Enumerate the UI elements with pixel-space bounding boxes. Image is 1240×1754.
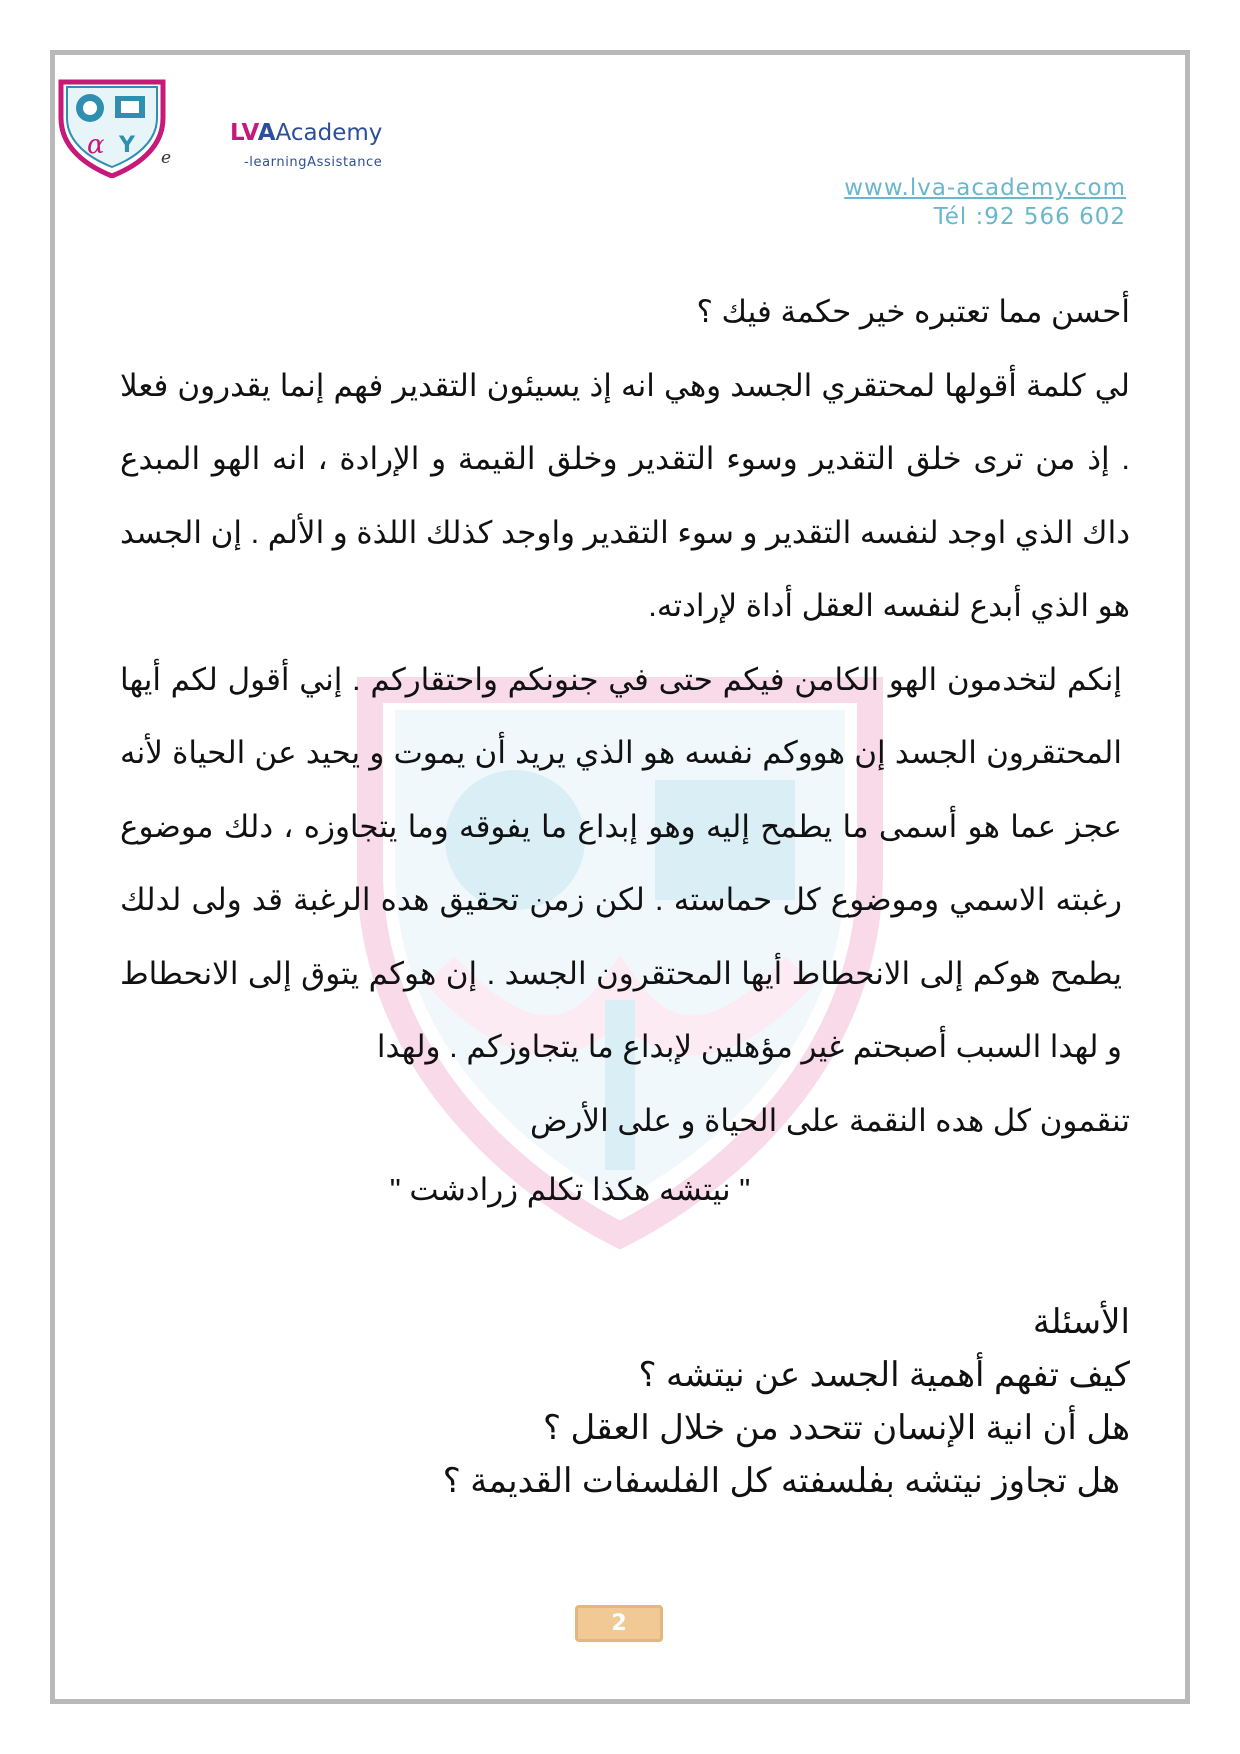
logo-e-mark: e	[161, 148, 172, 168]
brand-tagline: -learningAssistance	[244, 155, 383, 170]
page-number-badge: 2	[575, 1605, 663, 1642]
svg-text:Y: Y	[119, 133, 135, 158]
brand-academy: Academy	[275, 120, 383, 146]
lva-logo-icon	[57, 78, 167, 178]
brand-name	[230, 120, 382, 146]
questions-section	[400, 1296, 1130, 1508]
paragraph-2-end: تنقمون كل هده النقمة على الحياة و على الأرض	[529, 1102, 1130, 1138]
phone-number: Tél :92 566 602	[933, 204, 1126, 230]
paragraph-1: لي كلمة أقولها لمحتقري الجسد وهي انه إذ يسيئون التقدير فهم إنما يقدرون فعلا . إذ من ترى خلق التقدير وسوء التقدير وخلق القيمة و الإرادة ، انه الهو المبدع داك الذي اوجد لنفسه التقدير و سوء التقدير واوجد كذلك اللذة و الألم . إن الجسد	[119, 367, 1130, 550]
contact-block	[844, 174, 1126, 232]
paragraph-2: إنكم لتخدمون الهو الكامن فيكم حتى في جنونكم واحتقاركم . إني أقول لكم أيها المحتقرون الجسد إن هووكم نفسه هو الذي يريد أن يموت و يحيد عن الحياة لأنه عجز عما هو أسمى ما يطمح إليه وهو إبداع ما يفوقه وما يتجاوزه ، دلك موضوع رغبته الاسمي وموضوع كل حماسته . لكن زمن تحقيق هده الرغبة قد ولى لدلك يطمح هوكم إلى الانحطاط أيها المحتقرون الجسد . إن هوكم يتوق إلى الانحطاط و لهدا السبب أصبحتم غير مؤهلين لإبداع ما يتجاوزكم . ولهدا	[120, 661, 1122, 1064]
brand-lv: LV	[230, 120, 258, 146]
svg-text:α: α	[87, 130, 105, 160]
brand-a: A	[257, 120, 276, 146]
paragraph-1-end: هو الذي أبدع لنفسه العقل أداة لإرادته.	[648, 588, 1130, 623]
quote-source: " نيتشه هكذا تكلم زرادشت "	[389, 1172, 751, 1207]
body-text	[120, 275, 1130, 1157]
website-link[interactable]: www.lva-academy.com	[844, 175, 1126, 201]
question-item: هل أن انية الإنسان تتحدد من خلال العقل ؟	[543, 1409, 1130, 1447]
questions-title: الأسئلة	[1032, 1303, 1130, 1341]
question-item: هل تجاوز نيتشه بفلسفته كل الفلسفات القديمة ؟	[442, 1462, 1120, 1500]
text-heading: أحسن مما تعتبره خير حكمة فيك ؟	[696, 294, 1130, 329]
question-item: كيف تفهم أهمية الجسد عن نيتشه ؟	[638, 1356, 1130, 1394]
